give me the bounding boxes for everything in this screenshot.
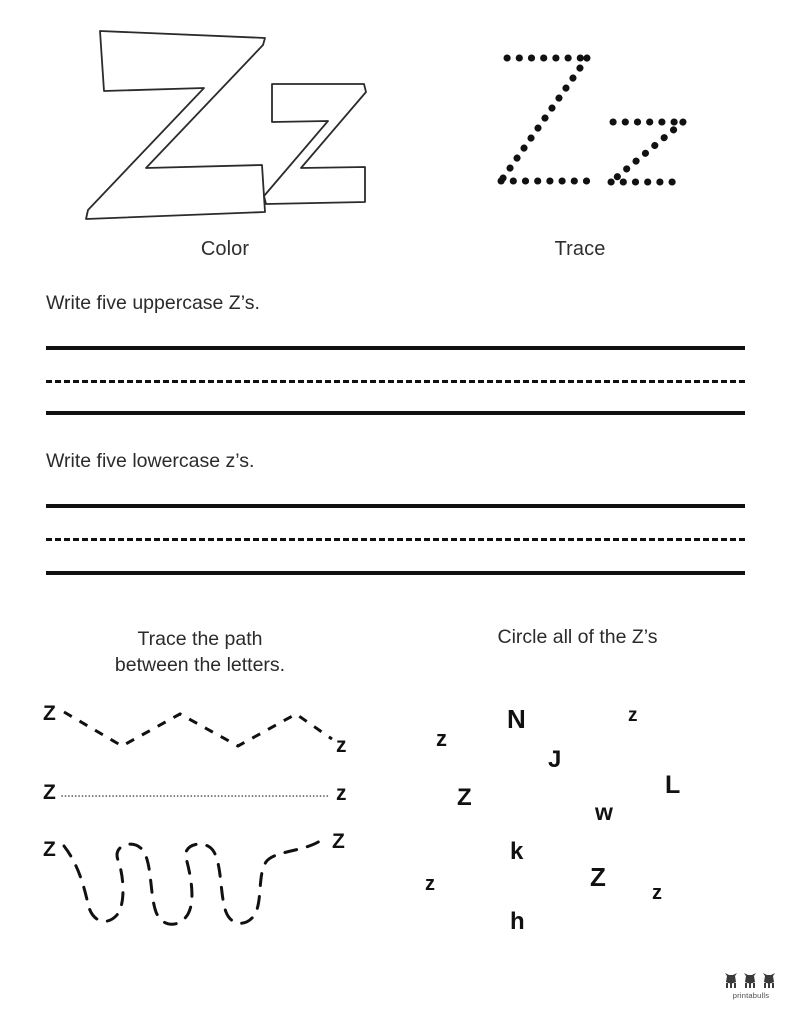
scattered-letter[interactable]: N xyxy=(507,704,526,734)
circle-letters-title: Circle all of the Z’s xyxy=(497,626,658,648)
lowercase-practice-prompt: Write five lowercase z’s. xyxy=(46,450,255,472)
uppercase-top-rule xyxy=(46,346,745,350)
loops-dashed-path-icon xyxy=(40,830,360,940)
trace-path-row xyxy=(40,830,360,940)
path-row-end-letter: Z xyxy=(332,830,345,853)
outline-letter-Zz-icon xyxy=(60,26,390,231)
lowercase-bottom-rule xyxy=(46,571,745,575)
scattered-letter[interactable]: z xyxy=(628,705,638,726)
trace-path-title-line-1: Trace the path xyxy=(137,628,263,650)
trace-path-row xyxy=(40,698,360,766)
trace-panel xyxy=(430,26,730,276)
uppercase-practice-prompt: Write five uppercase Z’s. xyxy=(46,292,260,314)
path-row-start-letter: Z xyxy=(43,838,56,861)
path-row-start-letter: Z xyxy=(43,781,56,804)
dotted-letter-Zz-icon xyxy=(430,26,730,231)
path-row-end-letter: z xyxy=(336,734,347,757)
uppercase-bottom-rule xyxy=(46,411,745,415)
lowercase-mid-rule xyxy=(46,538,745,541)
scattered-letter[interactable]: k xyxy=(510,838,524,865)
path-row-end-letter: z xyxy=(336,782,347,805)
uppercase-practice-block xyxy=(0,292,791,422)
scattered-letter[interactable]: Z xyxy=(457,784,472,811)
scattered-letters-field xyxy=(400,668,755,948)
trace-path-title-line-2: between the letters. xyxy=(114,654,286,676)
brand-wordmark: printabulls xyxy=(732,991,770,1000)
trace-path-row xyxy=(40,778,360,820)
lowercase-top-rule xyxy=(46,504,745,508)
zigzag-dashed-path-icon xyxy=(40,698,360,766)
uppercase-mid-rule xyxy=(46,380,745,383)
color-panel xyxy=(60,26,390,276)
scattered-letter[interactable]: Z xyxy=(590,862,606,892)
trace-panel-caption: Trace xyxy=(554,238,606,260)
scattered-letter[interactable]: z xyxy=(436,726,447,751)
top-activities-row xyxy=(0,0,791,278)
bottom-activities-row xyxy=(0,618,791,958)
straight-dotted-path-icon xyxy=(40,778,360,820)
color-panel-caption: Color xyxy=(200,238,250,260)
scattered-letter[interactable]: h xyxy=(510,908,525,935)
circle-letters-panel xyxy=(400,618,755,948)
scattered-letter[interactable]: L xyxy=(665,771,681,799)
brand-logo xyxy=(722,972,780,1012)
three-bulldogs-icon xyxy=(722,972,780,990)
scattered-letter[interactable]: J xyxy=(548,746,562,773)
scattered-letter[interactable]: z xyxy=(652,882,662,904)
lowercase-practice-block xyxy=(0,450,791,582)
trace-path-title xyxy=(40,626,360,678)
scattered-letter[interactable]: z xyxy=(425,873,435,895)
trace-path-panel xyxy=(40,618,360,948)
path-row-start-letter: Z xyxy=(43,702,56,725)
scattered-letter[interactable]: w xyxy=(595,799,613,825)
